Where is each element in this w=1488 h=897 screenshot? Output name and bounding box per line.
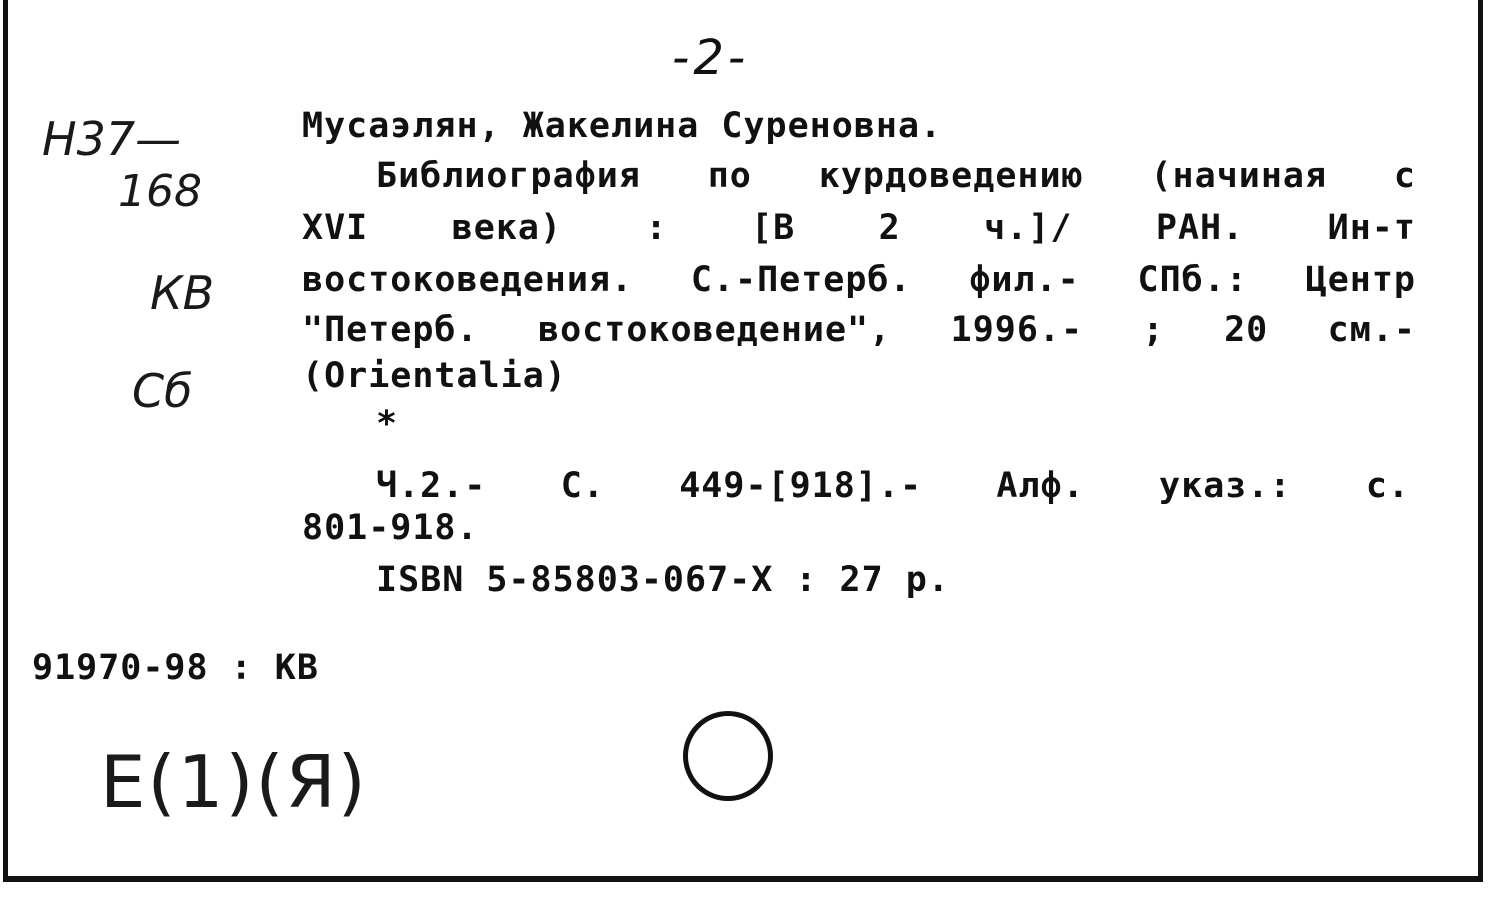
word: востоковедения. — [302, 260, 634, 300]
word: века) — [451, 208, 563, 248]
word: 20 — [1224, 310, 1269, 350]
shelf-mark: E(1)(Я) — [100, 740, 368, 824]
word: [В — [751, 208, 796, 248]
word: Центр — [1305, 260, 1416, 300]
word: фил.- — [969, 260, 1080, 300]
word: РАН. — [1155, 208, 1245, 248]
call-number-line2: 168 — [118, 166, 202, 217]
word: Алф. — [996, 466, 1085, 506]
word: 449-[918].- — [679, 466, 923, 506]
collection-mark: КВ — [150, 266, 215, 320]
word: ; — [1142, 310, 1165, 350]
separator-star: * — [376, 404, 399, 444]
copy-mark: Сб — [132, 364, 193, 418]
part-pages-line: 801-918. — [302, 508, 479, 548]
word: с — [1393, 156, 1416, 196]
word: по — [707, 156, 752, 196]
word: востоковедение", — [538, 310, 892, 350]
word: с. — [1365, 466, 1410, 506]
page-number: -2- — [672, 30, 750, 86]
isbn-line: ISBN 5-85803-067-X : 27 р. — [376, 560, 950, 600]
word: С. — [560, 466, 605, 506]
author-line: Мусаэлян, Жакелина Суреновна. — [302, 106, 943, 146]
word: Ин-т — [1327, 208, 1416, 248]
series-line: (Orientalia) — [302, 356, 567, 396]
circle-mark — [683, 711, 773, 801]
word: С.-Петерб. — [690, 260, 912, 300]
word: Библиография — [376, 156, 641, 196]
publisher-line — [302, 256, 1416, 304]
word: курдоведению — [818, 156, 1084, 196]
part-line — [376, 462, 1410, 510]
publisher-line — [302, 306, 1416, 354]
word: "Петерб. — [302, 310, 479, 350]
word: СПб.: — [1137, 260, 1248, 300]
word: 2 — [878, 208, 901, 248]
accession-number: 91970-98 ։ КВ — [32, 648, 319, 688]
word: указ.: — [1159, 466, 1292, 506]
title-line — [376, 152, 1416, 200]
title-line — [302, 204, 1416, 252]
call-number-line1: Н37— — [42, 112, 182, 166]
word: ч.]/ — [984, 208, 1073, 248]
word: XVI — [302, 208, 369, 248]
word: 1996.- — [950, 310, 1084, 350]
word: (начиная — [1150, 156, 1328, 196]
word: : — [645, 208, 668, 248]
word: см.- — [1327, 310, 1416, 350]
word: Ч.2.- — [376, 466, 487, 506]
